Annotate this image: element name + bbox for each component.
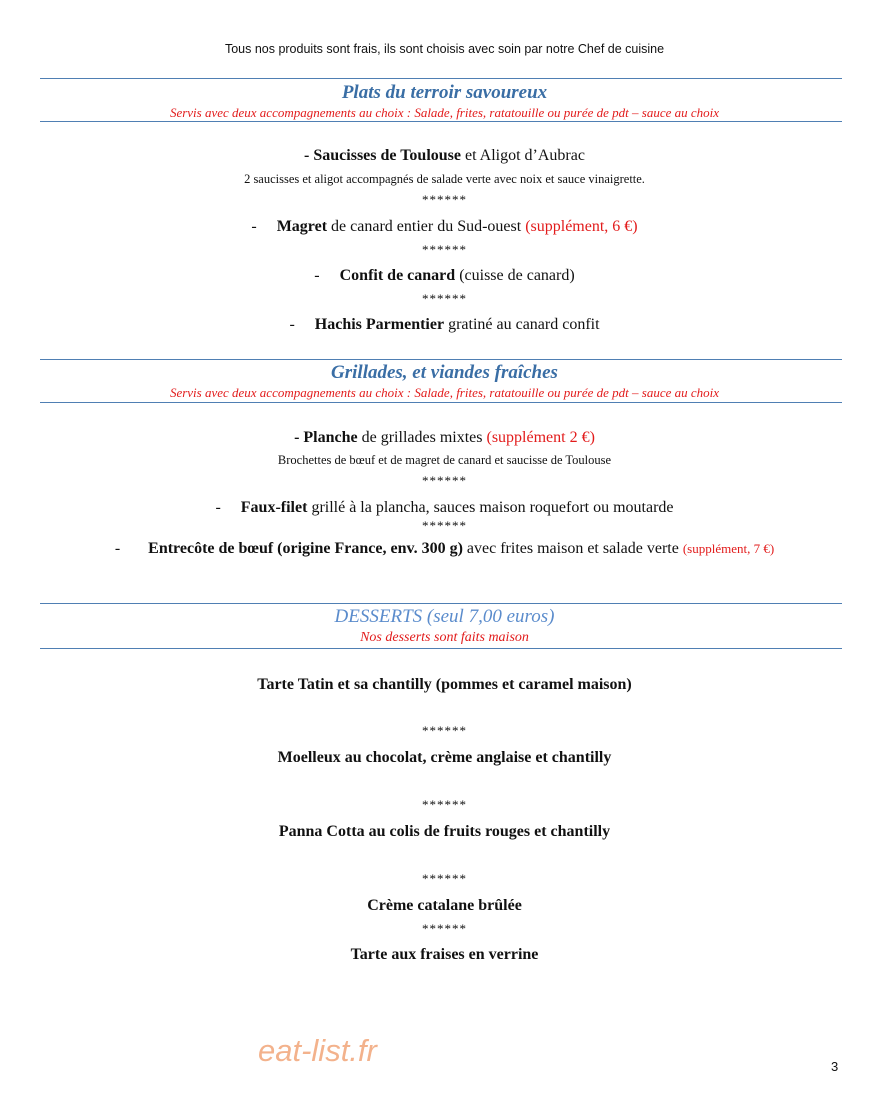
separator-stars: ******: [422, 473, 467, 488]
dessert-item: Tarte aux fraises en verrine: [350, 946, 539, 963]
menu-item-entrecote: [0, 540, 889, 558]
item-dash: -: [294, 429, 300, 446]
dessert-item: Moelleux au chocolat, crème anglaise et chantilly: [277, 749, 612, 766]
item-description: Brochettes de bœuf et de magret de canard et saucisse de Toulouse: [277, 453, 612, 467]
section-divider: [40, 359, 842, 360]
section-divider: [40, 121, 842, 122]
item-dash: -: [314, 267, 320, 284]
section-divider: [40, 648, 842, 649]
item-name: Saucisses de Toulouse: [313, 147, 461, 164]
dessert-item: Tarte Tatin et sa chantilly (pommes et caramel maison): [257, 676, 632, 693]
menu-item-hachis: [0, 316, 889, 334]
item-details: de grillades mixtes: [357, 429, 487, 446]
item-supplement: (supplément 2 €): [486, 429, 595, 446]
separator-stars: ******: [422, 797, 467, 812]
separator-stars: ******: [422, 921, 467, 936]
menu-item-planche: [0, 429, 889, 447]
separator-stars: ******: [422, 242, 467, 257]
section-divider: [40, 78, 842, 79]
item-details: avec frites maison et salade verte: [462, 540, 683, 557]
item-details: de canard entier du Sud-ouest: [327, 218, 526, 235]
separator-stars: ******: [422, 518, 467, 533]
section-subtitle-grillades: Servis avec deux accompagnements au choix : Salade, frites, ratatouille ou purée de pdt – sauce au choix: [169, 385, 720, 400]
item-dash: -: [114, 540, 121, 557]
item-name: Planche: [303, 429, 358, 446]
watermark: eat-list.fr: [258, 1033, 377, 1068]
item-details: gratiné au canard confit: [444, 316, 600, 333]
item-dash: -: [215, 499, 221, 516]
item-supplement: (supplément, 7 €): [682, 541, 775, 556]
section-subtitle-terroir: Servis avec deux accompagnements au choix : Salade, frites, ratatouille ou purée de pdt – sauce au choix: [169, 105, 720, 120]
separator-stars: ******: [422, 192, 467, 207]
section-title-grillades: Grillades, et viandes fraîches: [331, 362, 558, 383]
dessert-item: Panna Cotta au colis de fruits rouges et chantilly: [278, 823, 611, 840]
separator-stars: ******: [422, 291, 467, 306]
section-divider: [40, 603, 842, 604]
section-subtitle-desserts: Nos desserts sont faits maison: [360, 630, 529, 645]
item-name: Hachis Parmentier: [314, 316, 445, 333]
item-details: et Aligot d’Aubrac: [460, 147, 585, 164]
page-number: 3: [831, 1059, 839, 1074]
menu-item-confit: [0, 267, 889, 285]
section-divider: [40, 402, 842, 403]
separator-stars: ******: [422, 723, 467, 738]
item-name: Magret: [276, 218, 328, 235]
section-title-terroir: Plats du terroir savoureux: [341, 82, 548, 103]
menu-item-magret: [0, 218, 889, 236]
separator-stars: ******: [422, 871, 467, 886]
item-description: 2 saucisses et aligot accompagnés de salade verte avec noix et sauce vinaigrette.: [244, 172, 645, 186]
item-name: Faux-filet: [240, 499, 308, 516]
dessert-item: Crème catalane brûlée: [367, 897, 522, 914]
item-name: Entrecôte de bœuf (origine France, env. 300 g): [148, 540, 463, 557]
item-details: grillé à la plancha, sauces maison roquefort ou moutarde: [307, 499, 674, 516]
menu-item-saucisses: [0, 147, 889, 165]
item-supplement: (supplément, 6 €): [525, 218, 638, 235]
item-dash: -: [304, 147, 310, 164]
item-dash: -: [251, 218, 257, 235]
header-note: Tous nos produits sont frais, ils sont choisis avec soin par notre Chef de cuisine: [224, 42, 665, 56]
item-details: (cuisse de canard): [455, 267, 575, 284]
menu-item-faux-filet: [0, 499, 889, 517]
item-dash: -: [289, 316, 295, 333]
item-name: Confit de canard: [339, 267, 456, 284]
section-title-desserts: DESSERTS (seul 7,00 euros): [334, 606, 555, 627]
